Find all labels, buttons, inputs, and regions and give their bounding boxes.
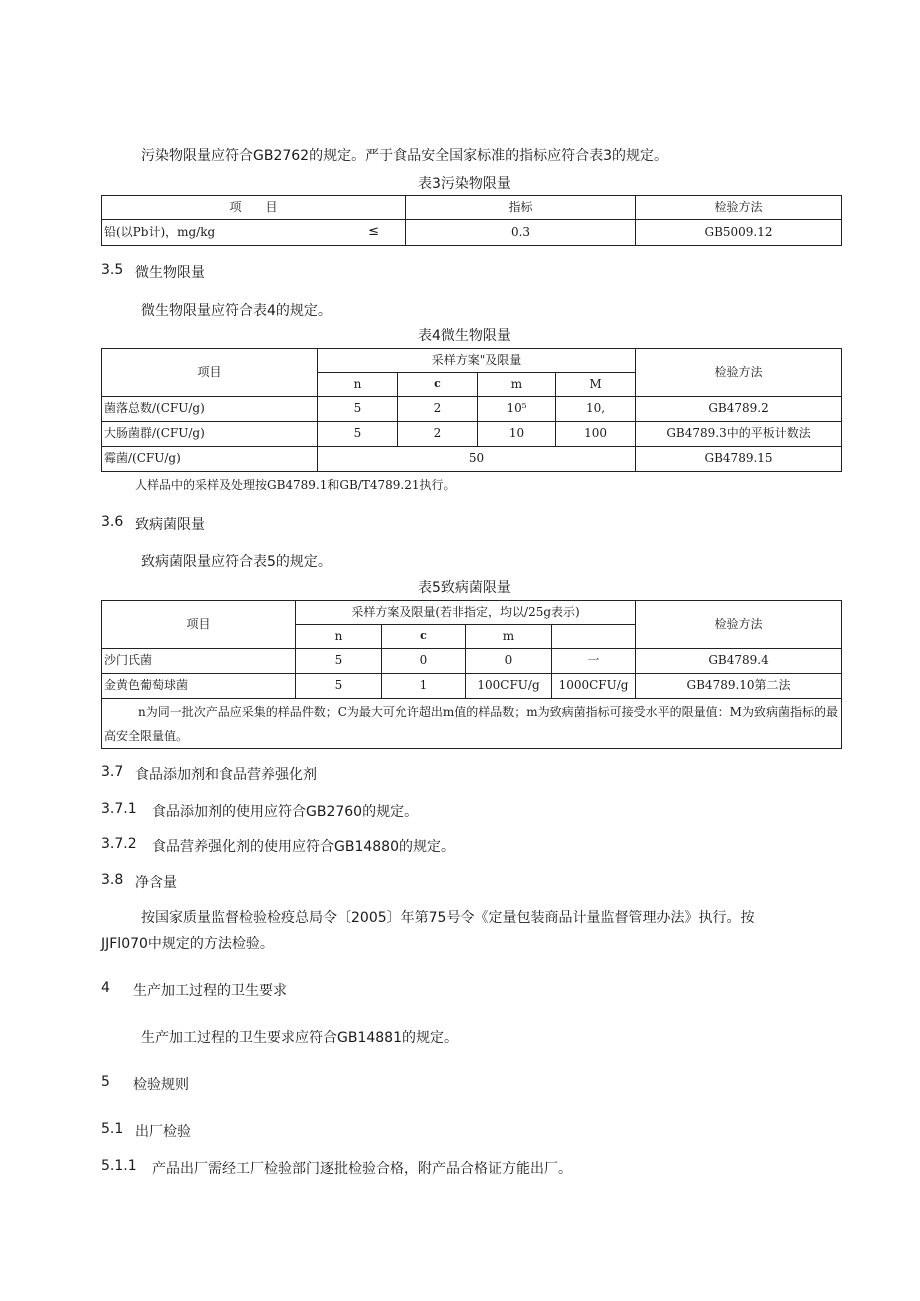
table-row (102, 447, 842, 472)
table5-cell-method: GB4789.10第二法 (636, 674, 842, 699)
table3-row-item (102, 220, 406, 246)
table5-header-plan: 采样方案及限量(若非指定，均以/25g表示) (296, 601, 636, 625)
table4-cell-merged: 50 (318, 447, 636, 472)
section-5-1-title: 出厂检验 (135, 1124, 191, 1140)
table-row (102, 422, 842, 447)
table5-note: n为同一批次产品应采集的样品件数；C为最大可允许超出m值的样品数；m为致病菌指标可接受水平的限量值：M为致病菌指标的最高安全限量值。 (102, 699, 842, 749)
table5-cell-method: GB4789.4 (636, 649, 842, 674)
table4-cell-method: GB4789.3中的平板计数法 (636, 422, 842, 447)
section-5-1-number: 5.1 (101, 1121, 124, 1137)
table4-cell-M: 100 (556, 422, 636, 447)
section-3-5-title: 微生物限量 (135, 265, 205, 281)
table5-sub-m: m (466, 625, 552, 649)
table4 (101, 348, 842, 472)
section-5-1-1-text: 产品出厂需经工厂检验部门逐批检验合格，附产品合格证方能出厂。 (152, 1161, 572, 1177)
section-3-7-number: 3.7 (101, 764, 124, 780)
section-4-number: 4 (101, 980, 110, 996)
table5-cell-M: 一 (552, 649, 636, 674)
table5-cell-item: 金黄色葡萄球菌 (102, 674, 296, 699)
table5-cell-M: 1000CFU/g (552, 674, 636, 699)
table4-cell-m: 10 (478, 422, 556, 447)
table3-caption: 表3污染物限量 (418, 176, 511, 192)
section-3-8-title: 净含量 (135, 875, 177, 891)
table4-cell-item: 大肠菌群/(CFU/g) (102, 422, 318, 447)
table4-sub-m: m (478, 373, 556, 397)
table4-cell-m: 10⁵ (478, 397, 556, 422)
net-content-paragraph-line1: 按国家质量监督检验检疫总局令〔2005〕年第75号令《定量包装商品计量监督管理办法》执行。按 (141, 910, 755, 926)
section-4-title: 生产加工过程的卫生要求 (133, 983, 287, 999)
section-5-1-1-number: 5.1.1 (101, 1158, 137, 1174)
table5-header-item: 项目 (102, 601, 296, 649)
table3-row-value: 0.3 (406, 220, 636, 246)
table4-note: 人样品中的采样及处理按GB4789.1和GB/T4789.21执行。 (135, 478, 456, 492)
table5-note-row (102, 699, 842, 749)
table4-header-item: 项目 (102, 349, 318, 397)
table4-sub-c: c (398, 373, 478, 397)
hygiene-paragraph: 生产加工过程的卫生要求应符合GB14881的规定。 (141, 1030, 458, 1046)
section-3-8-number: 3.8 (101, 872, 124, 888)
table4-cell-item: 菌落总数/(CFU/g) (102, 397, 318, 422)
table5 (101, 600, 842, 749)
table5-sub-n: n (296, 625, 382, 649)
table5-cell-n: 5 (296, 649, 382, 674)
table-row (102, 674, 842, 699)
table5-cell-c: 0 (382, 649, 466, 674)
table-row (102, 397, 842, 422)
table-row (102, 649, 842, 674)
table3-row-method: GB5009.12 (636, 220, 842, 246)
table5-cell-m: 0 (466, 649, 552, 674)
contaminant-paragraph: 污染物限量应符合GB2762的规定。严于食品安全国家标准的指标应符合表3的规定。 (141, 148, 668, 164)
table3-header-item: 项 目 (102, 196, 406, 220)
table4-cell-c: 2 (398, 422, 478, 447)
table5-cell-item: 沙门氏菌 (102, 649, 296, 674)
section-3-7-2-number: 3.7.2 (101, 836, 137, 852)
section-3-5-number: 3.5 (101, 262, 124, 278)
section-3-6-number: 3.6 (101, 514, 124, 530)
table3-item-symbol: ≤ (368, 224, 379, 239)
table5-sub-M (552, 625, 636, 649)
table4-cell-n: 5 (318, 397, 398, 422)
table4-header-plan: 采样方案"及限量 (318, 349, 636, 373)
section-3-6-title: 致病菌限量 (135, 517, 205, 533)
table4-sub-M: M (556, 373, 636, 397)
table5-cell-n: 5 (296, 674, 382, 699)
table3-header-index: 指标 (406, 196, 636, 220)
patho-paragraph: 致病菌限量应符合表5的规定。 (141, 554, 332, 570)
section-3-7-title: 食品添加剂和食品营养强化剂 (135, 767, 317, 783)
section-3-7-2-text: 食品营养强化剂的使用应符合GB14880的规定。 (152, 839, 455, 855)
section-3-7-1-number: 3.7.1 (101, 801, 137, 817)
section-3-7-1-text: 食品添加剂的使用应符合GB2760的规定。 (152, 804, 419, 820)
table3-item-label: 铅(以Pb计)，mg/kg (104, 224, 216, 239)
table4-cell-n: 5 (318, 422, 398, 447)
table5-sub-c: c (382, 625, 466, 649)
table3-header-method: 检验方法 (636, 196, 842, 220)
micro-paragraph: 微生物限量应符合表4的规定。 (141, 303, 332, 319)
table5-cell-m: 100CFU/g (466, 674, 552, 699)
table4-sub-n: n (318, 373, 398, 397)
table4-caption: 表4微生物限量 (418, 328, 511, 344)
table5-cell-c: 1 (382, 674, 466, 699)
table4-header-method: 检验方法 (636, 349, 842, 397)
table5-caption: 表5致病菌限量 (418, 580, 511, 596)
table4-cell-c: 2 (398, 397, 478, 422)
table3 (101, 195, 842, 246)
net-content-paragraph-line2: JJFl070中规定的方法检验。 (101, 936, 274, 952)
table4-cell-method: GB4789.15 (636, 447, 842, 472)
table4-cell-M: 10, (556, 397, 636, 422)
table4-cell-method: GB4789.2 (636, 397, 842, 422)
section-5-title: 检验规则 (133, 1077, 189, 1093)
table4-cell-item: 霉菌/(CFU/g) (102, 447, 318, 472)
section-5-number: 5 (101, 1074, 110, 1090)
table5-header-method: 检验方法 (636, 601, 842, 649)
